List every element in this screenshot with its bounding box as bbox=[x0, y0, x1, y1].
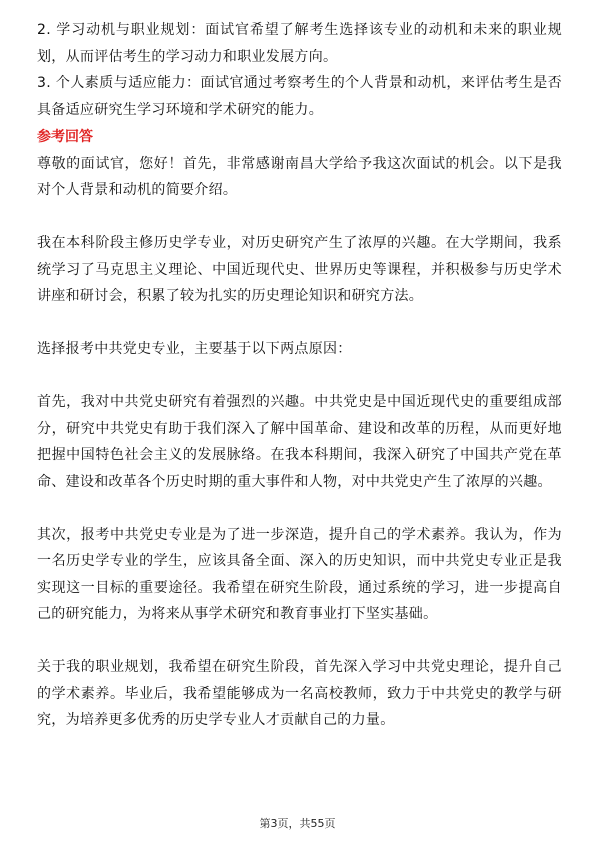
answer-paragraph: 我在本科阶段主修历史学专业，对历史研究产生了浓厚的兴趣。在大学期间，我系统学习了马克思主义理论、中国近现代史、世界历史等课程，并积极参与历史学术讲座和研讨会，积累了较为扎实的历史理论知识和研究方法。 bbox=[37, 235, 562, 304]
answer-paragraph: 关于我的职业规划，我希望在研究生阶段，首先深入学习中共党史理论，提升自己的学术素养。毕业后，我希望能够成为一名高校教师，致力于中共党史的教学与研究，为培养更多优秀的历史学专业人才贡献自己的力量。 bbox=[37, 659, 562, 728]
answer-paragraph: 尊敬的面试官，您好！首先，非常感谢南昌大学给予我这次面试的机会。以下是我对个人背景和动机的简要介绍。 bbox=[37, 155, 562, 198]
page-number: 第3页，共55页 bbox=[259, 817, 336, 830]
page-footer bbox=[0, 815, 595, 831]
answer-paragraph: 首先，我对中共党史研究有着强烈的兴趣。中共党史是中国近现代史的重要组成部分，研究中共党史有助于我们深入了解中国革命、建设和改革的历程，从而更好地把握中国特色社会主义的发展脉络。在我本科期间，我深入研究了中国共产党在革命、建设和改革各个历史时期的重大事件和人物，对中共党史产生了浓厚的兴趣。 bbox=[37, 394, 562, 490]
section-title: 参考回答 bbox=[37, 129, 93, 145]
answer-paragraph: 其次，报考中共党史专业是为了进一步深造，提升自己的学术素养。我认为，作为一名历史学专业的学生，应该具备全面、深入的历史知识，而中共党史专业正是我实现这一目标的重要途径。我希望在研究生阶段，通过系统的学习，进一步提高自己的研究能力，为将来从事学术研究和教育事业打下坚实基础。 bbox=[37, 526, 562, 622]
point-item: 2. 学习动机与职业规划：面试官希望了解考生选择该专业的动机和未来的职业规划，从而评估考生的学习动力和职业发展方向。 bbox=[37, 22, 562, 65]
answer-paragraph: 选择报考中共党史专业，主要基于以下两点原因： bbox=[37, 341, 352, 357]
document-body bbox=[37, 17, 562, 734]
point-item: 3. 个人素质与适应能力：面试官通过考察考生的个人背景和动机，来评估考生是否具备适应研究生学习环境和学术研究的能力。 bbox=[37, 75, 562, 118]
